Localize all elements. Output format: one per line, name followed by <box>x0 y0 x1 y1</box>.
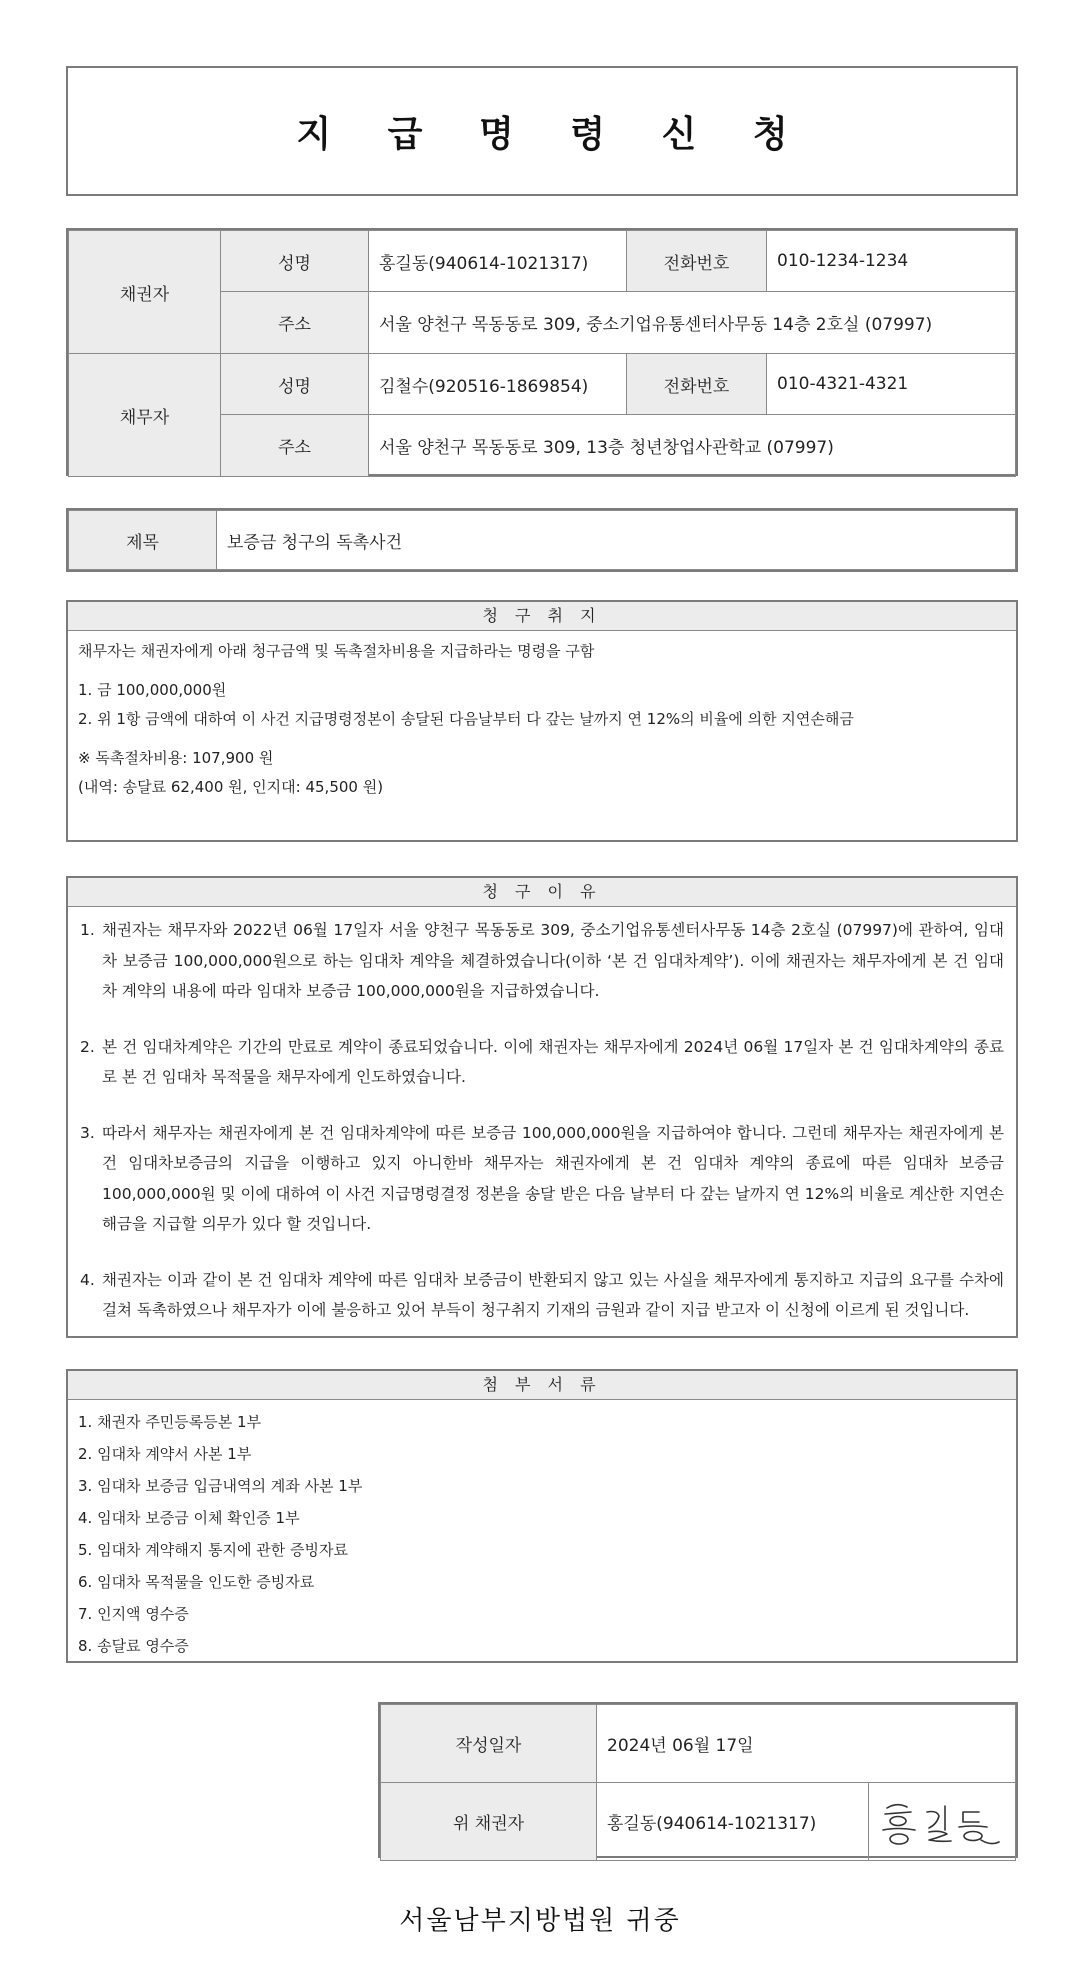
document-title: 지 급 명 령 신 청 <box>296 113 810 155</box>
creditor-address-label: 주소 <box>221 292 369 354</box>
attachments-section <box>66 1369 1018 1663</box>
date-value: 2024년 06월 17일 <box>597 1705 1016 1783</box>
subject-label: 제목 <box>69 511 217 570</box>
debtor-name: 김철수(920516-1869854) <box>369 354 627 415</box>
creditor-name: 홍길동(940614-1021317) <box>369 231 627 292</box>
reason-text: 채권자는 채무자와 2022년 06월 17일자 서울 양천구 목동동로 309, 중소기업유통센터사무동 14층 2호실 (07997)에 관하여, 임대차 보증금 100,000,000원으로 하는 임대차 계약을 체결하였습니다(이하 ‘본 건 임대차계약’). 이에 채권자는 채무자에게 본 건 임대차 계약의 내용에 따라 임대차 보증금 100,000,000원을 지급하였습니다. <box>102 921 1004 1000</box>
subject-table <box>66 508 1018 572</box>
attachment-item: 6. 임대차 목적물을 인도한 증빙자료 <box>78 1573 315 1591</box>
document-title-box <box>66 66 1018 196</box>
attachment-item: 2. 임대차 계약서 사본 1부 <box>78 1445 252 1463</box>
reason-text: 채권자는 이과 같이 본 건 임대차 계약에 따른 임대차 보증금이 반환되지 않고 있는 사실을 채무자에게 통지하고 지급의 요구를 수차에 걸쳐 독촉하였으나 채무자가 이에 불응하고 있어 부득이 청구취지 기재의 금원과 같이 지급 받고자 이 신청에 이르게 된 것입니다. <box>102 1270 1004 1319</box>
reason-heading: 청 구 이 유 <box>68 878 1016 907</box>
subject-value: 보증금 청구의 독촉사건 <box>217 511 1016 570</box>
reason-section <box>66 876 1018 1338</box>
reason-paragraph <box>80 1032 1004 1093</box>
reason-number: 4. <box>80 1270 95 1289</box>
attachment-item: 7. 인지액 영수증 <box>78 1605 189 1623</box>
reason-text: 본 건 임대차계약은 기간의 만료로 계약이 종료되었습니다. 이에 채권자는 채무자에게 2024년 06월 17일자 본 건 임대차계약의 종료로 본 건 임대차 목적물을 채무자에게 인도하였습니다. <box>102 1037 1004 1086</box>
debtor-name-label: 성명 <box>221 354 369 415</box>
claim-intro: 채무자는 채권자에게 아래 청구금액 및 독촉절차비용을 지급하라는 명령을 구함 <box>78 642 595 660</box>
creditor-name-label: 성명 <box>221 231 369 292</box>
signature-image <box>877 1794 1007 1850</box>
signature-cell <box>869 1783 1016 1861</box>
party-table <box>66 228 1018 476</box>
creditor-sign-name: 홍길동(940614-1021317) <box>597 1783 869 1861</box>
claim-cost-detail: (내역: 송달료 62,400 원, 인지대: 45,500 원) <box>78 778 384 796</box>
reason-paragraph <box>80 1265 1004 1326</box>
reason-number: 2. <box>80 1037 95 1056</box>
creditor-sign-label: 위 채권자 <box>381 1783 597 1861</box>
reason-number: 3. <box>80 1123 95 1142</box>
claim-item: 2. 위 1항 금액에 대하여 이 사건 지급명령정본이 송달된 다음날부터 다 갚는 날까지 연 12%의 비율에 의한 지연손해금 <box>78 710 854 728</box>
debtor-address-label: 주소 <box>221 415 369 477</box>
claim-item: 1. 금 100,000,000원 <box>78 681 227 699</box>
signature-table <box>378 1702 1018 1858</box>
reason-paragraph <box>80 915 1004 1007</box>
court-name: 서울남부지방법원 귀중 <box>399 1906 681 1936</box>
date-label: 작성일자 <box>381 1705 597 1783</box>
attachment-item: 8. 송달료 영수증 <box>78 1637 189 1655</box>
debtor-role-label: 채무자 <box>69 354 221 477</box>
handwritten-signature <box>869 1783 1015 1860</box>
debtor-phone-label: 전화번호 <box>627 354 767 415</box>
reason-paragraph <box>80 1118 1004 1240</box>
attachments-heading: 첨 부 서 류 <box>68 1371 1016 1400</box>
creditor-phone-label: 전화번호 <box>627 231 767 292</box>
claim-section <box>66 600 1018 842</box>
claim-cost: ※ 독촉절차비용: 107,900 원 <box>78 749 274 767</box>
creditor-address: 서울 양천구 목동동로 309, 중소기업유통센터사무동 14층 2호실 (07997) <box>369 292 1016 354</box>
debtor-address: 서울 양천구 목동동로 309, 13층 청년창업사관학교 (07997) <box>369 415 1016 477</box>
creditor-phone: 010-1234-1234 <box>767 231 1016 292</box>
creditor-role-label: 채권자 <box>69 231 221 354</box>
claim-heading: 청 구 취 지 <box>68 602 1016 631</box>
reason-text: 따라서 채무자는 채권자에게 본 건 임대차계약에 따른 보증금 100,000,000원을 지급하여야 합니다. 그런데 채무자는 채권자에게 본 건 임대차보증금의 지급을 이행하고 있지 아니한바 채무자는 채권자에게 본 건 임대차 계약의 종료에 따른 임대차 보증금 100,000,000원 및 이에 대하여 이 사건 지급명령결정 정본을 송달 받은 다음 날부터 다 갚는 날까지 연 12%의 비율로 계산한 지연손해금을 지급할 의무가 있다 할 것입니다. <box>102 1123 1004 1233</box>
reason-number: 1. <box>80 921 95 939</box>
attachment-item: 3. 임대차 보증금 입금내역의 계좌 사본 1부 <box>78 1477 363 1495</box>
debtor-phone: 010-4321-4321 <box>767 354 1016 415</box>
attachment-item: 1. 채권자 주민등록등본 1부 <box>78 1413 262 1431</box>
attachment-item: 4. 임대차 보증금 이체 확인증 1부 <box>78 1509 300 1527</box>
attachment-item: 5. 임대차 계약해지 통지에 관한 증빙자료 <box>78 1541 348 1559</box>
